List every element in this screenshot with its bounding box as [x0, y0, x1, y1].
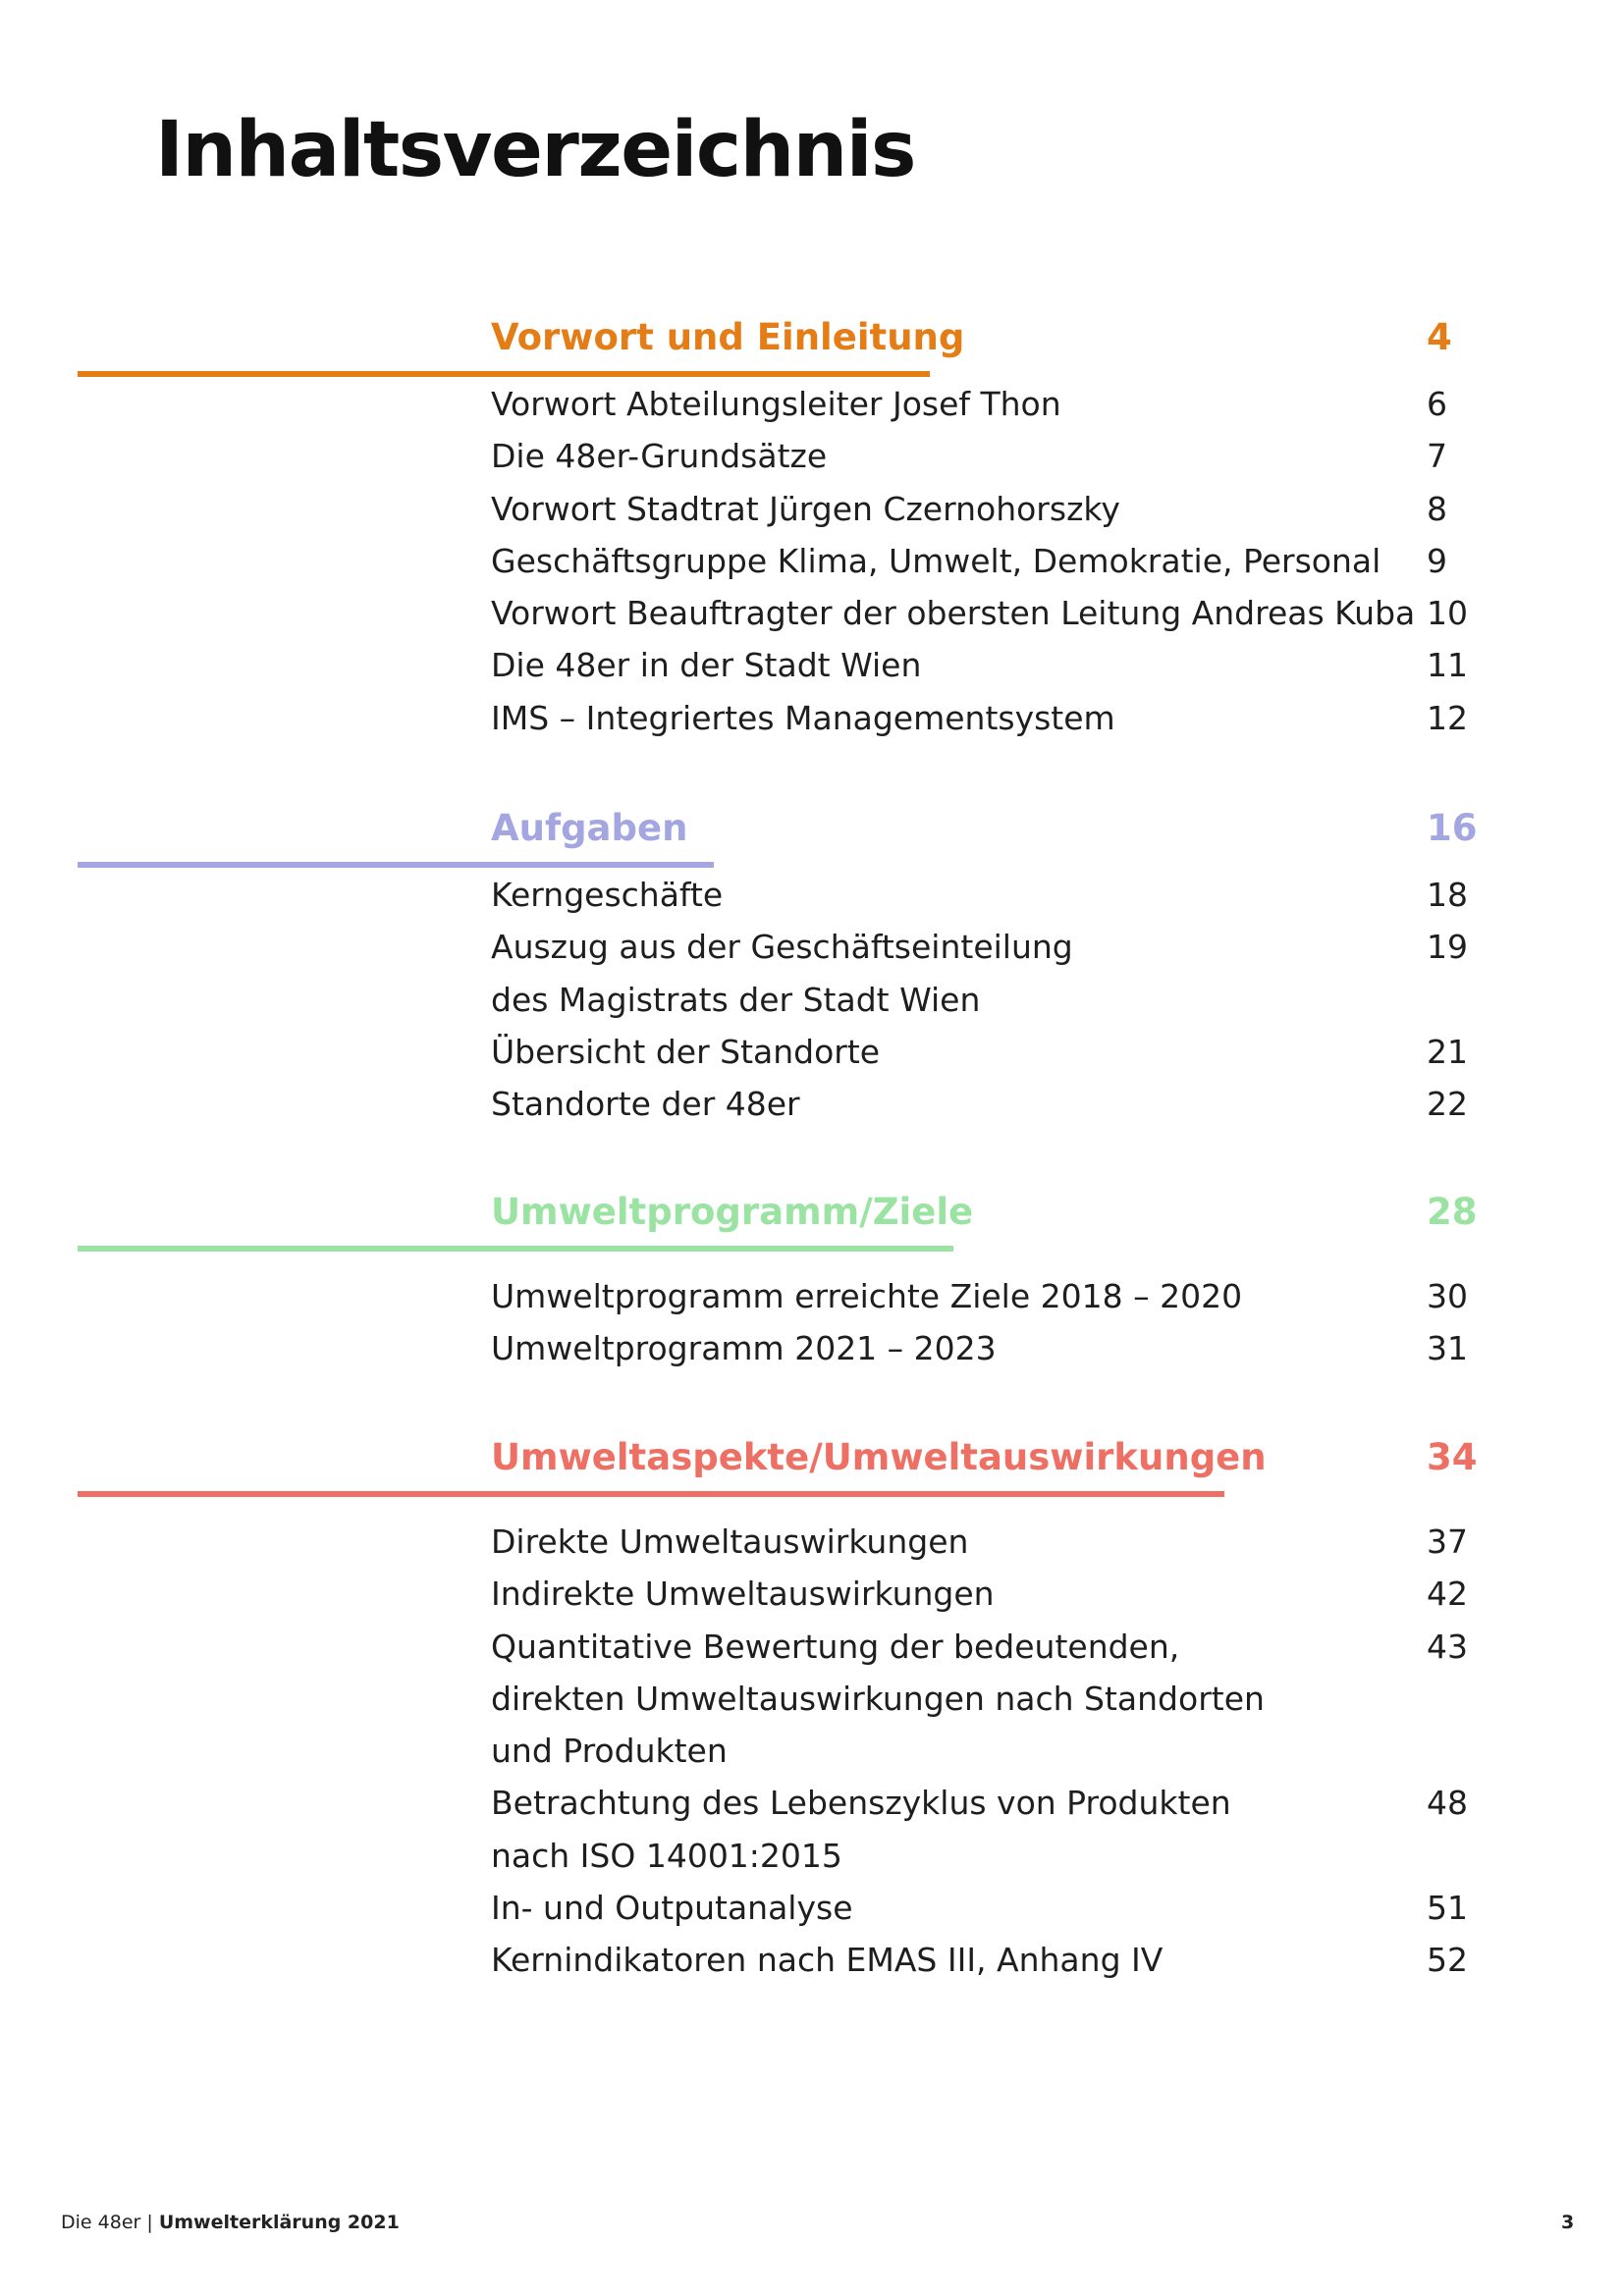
toc-section — [0, 807, 1624, 1137]
toc-entry — [0, 1033, 1624, 1085]
section-heading[interactable]: Vorwort und Einleitung — [491, 316, 965, 358]
toc-entry — [0, 385, 1624, 437]
section-entries — [0, 385, 1624, 751]
toc-entry-page-number: 21 — [1427, 1032, 1468, 1071]
toc-entry-page-number: 7 — [1427, 437, 1447, 476]
toc-entry-page-number: 19 — [1427, 928, 1468, 967]
toc-entry — [0, 981, 1624, 1033]
footer-page-number: 3 — [1561, 2212, 1575, 2233]
section-underline — [78, 862, 714, 868]
toc-entry-page-number: 37 — [1427, 1522, 1468, 1561]
toc-entry-page-number: 22 — [1427, 1085, 1468, 1124]
toc-entry-page-number: 9 — [1427, 541, 1447, 580]
toc-entry-title[interactable]: Vorwort Abteilungsleiter Josef Thon — [491, 385, 1061, 423]
toc-entry — [0, 1329, 1624, 1381]
toc-entry — [0, 594, 1624, 646]
toc-entry — [0, 1889, 1624, 1941]
toc-entry-page-number: 31 — [1427, 1329, 1468, 1368]
page-title: Inhaltsverzeichnis — [155, 106, 915, 194]
toc-entry-page-number: 12 — [1427, 698, 1468, 737]
section-heading[interactable]: Umweltaspekte/Umweltauswirkungen — [491, 1436, 1267, 1478]
toc-entry-title[interactable]: In- und Outputanalyse — [491, 1889, 853, 1928]
section-heading[interactable]: Aufgaben — [491, 807, 688, 849]
footer-doc-title: Umwelterklärung 2021 — [158, 2212, 400, 2233]
toc-entry-title[interactable]: Vorwort Stadtrat Jürgen Czernohorszky — [491, 489, 1120, 528]
toc-entry-page-number: 51 — [1427, 1889, 1468, 1928]
toc-entry — [0, 1784, 1624, 1836]
toc-entry-page-number: 11 — [1427, 646, 1468, 685]
toc-entry-page-number: 42 — [1427, 1575, 1468, 1614]
toc-entry-title[interactable]: Auszug aus der Geschäftseinteilung — [491, 928, 1073, 967]
toc-entry-page-number: 48 — [1427, 1784, 1468, 1823]
toc-entry — [0, 876, 1624, 928]
toc-entry-title[interactable]: Indirekte Umweltauswirkungen — [491, 1575, 995, 1614]
section-underline — [78, 1491, 1224, 1497]
toc-entry — [0, 699, 1624, 751]
toc-entry-page-number: 30 — [1427, 1277, 1468, 1315]
section-page-number: 28 — [1427, 1191, 1478, 1233]
toc-entry-page-number: 18 — [1427, 876, 1468, 914]
toc-entry-title[interactable]: IMS – Integriertes Managementsystem — [491, 698, 1115, 737]
toc-entry-page-number: 52 — [1427, 1941, 1468, 1980]
section-underline — [78, 371, 930, 377]
toc-entry-title[interactable]: Umweltprogramm erreichte Ziele 2018 – 2020 — [491, 1277, 1243, 1315]
footer-separator: | — [140, 2212, 159, 2233]
toc-entry — [0, 646, 1624, 698]
section-entries — [0, 1277, 1624, 1382]
toc-entry-title[interactable]: Geschäftsgruppe Klima, Umwelt, Demokratie, Personal — [491, 541, 1381, 580]
toc-entry — [0, 928, 1624, 980]
toc-entry-title[interactable]: und Produkten — [491, 1732, 728, 1771]
toc-entry-title[interactable]: Übersicht der Standorte — [491, 1032, 881, 1071]
toc-entry-title[interactable]: Standorte der 48er — [491, 1085, 800, 1124]
section-underline — [78, 1246, 953, 1252]
toc-entry-title[interactable]: Die 48er in der Stadt Wien — [491, 646, 922, 685]
toc-entry-title[interactable]: Betrachtung des Lebenszyklus von Produkten — [491, 1784, 1231, 1823]
toc-entry — [0, 1085, 1624, 1137]
toc-entry-title[interactable]: Quantitative Bewertung der bedeutenden, — [491, 1627, 1180, 1666]
toc-entry-title[interactable]: Vorwort Beauftragter der obersten Leitung Andreas Kuba — [491, 594, 1416, 633]
toc-entry — [0, 1941, 1624, 1993]
toc-entry-page-number: 10 — [1427, 594, 1468, 633]
toc-entry-page-number: 6 — [1427, 385, 1447, 423]
toc-entry — [0, 1837, 1624, 1889]
section-heading[interactable]: Umweltprogramm/Ziele — [491, 1191, 974, 1233]
toc-entry — [0, 1522, 1624, 1575]
section-entries — [0, 1522, 1624, 1994]
toc-entry-title[interactable]: direkten Umweltauswirkungen nach Standorten — [491, 1679, 1265, 1718]
toc-section — [0, 1191, 1624, 1382]
toc-entry-title[interactable]: nach ISO 14001:2015 — [491, 1836, 842, 1875]
section-page-number: 4 — [1427, 316, 1452, 358]
toc-entry — [0, 437, 1624, 489]
toc-entry — [0, 1680, 1624, 1732]
section-entries — [0, 876, 1624, 1137]
toc-entry-page-number: 43 — [1427, 1627, 1468, 1666]
toc-entry — [0, 1575, 1624, 1627]
section-page-number: 16 — [1427, 807, 1478, 849]
toc-entry — [0, 542, 1624, 594]
footer-publisher: Die 48er — [61, 2212, 141, 2233]
toc-entry — [0, 1628, 1624, 1680]
toc-section — [0, 316, 1624, 751]
toc-entry — [0, 490, 1624, 542]
toc-entry-title[interactable]: Umweltprogramm 2021 – 2023 — [491, 1329, 997, 1368]
toc-entry-page-number: 8 — [1427, 489, 1447, 528]
toc-entry-title[interactable]: Direkte Umweltauswirkungen — [491, 1522, 969, 1561]
section-page-number: 34 — [1427, 1436, 1478, 1478]
toc-entry — [0, 1732, 1624, 1784]
toc-entry-title[interactable]: des Magistrats der Stadt Wien — [491, 980, 981, 1019]
toc-entry-title[interactable]: Die 48er-Grundsätze — [491, 437, 828, 476]
footer — [61, 2212, 400, 2233]
toc-section — [0, 1436, 1624, 1994]
toc-entry-title[interactable]: Kerngeschäfte — [491, 876, 724, 914]
toc-entry — [0, 1277, 1624, 1329]
toc-entry-title[interactable]: Kernindikatoren nach EMAS III, Anhang IV — [491, 1941, 1164, 1980]
